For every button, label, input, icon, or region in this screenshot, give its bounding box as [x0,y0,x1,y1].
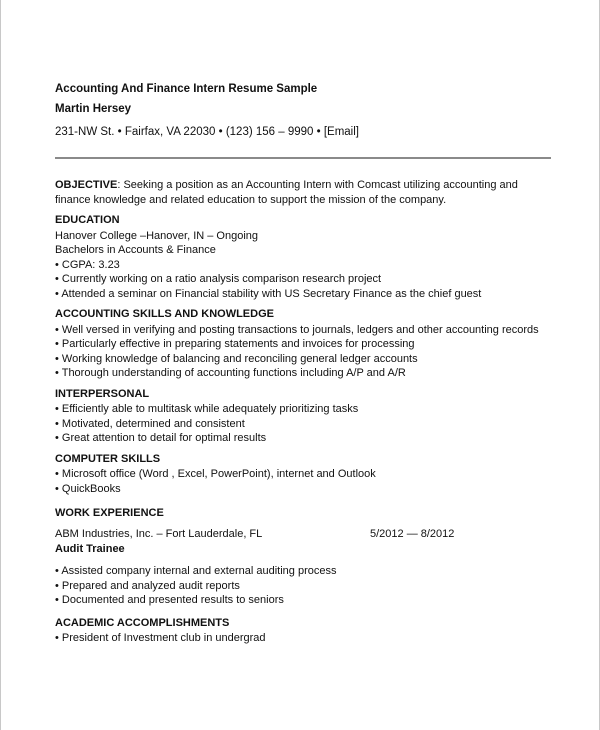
list-item: • Currently working on a ratio analysis comparison research project [55,272,551,287]
education-heading: EDUCATION [55,214,120,226]
computer-skills-section [55,452,551,497]
education-school: Hanover College –Hanover, IN – Ongoing [55,229,259,242]
objective-text: : Seeking a position as an Accounting Intern with Comcast utilizing accounting and finance knowledge and related education to support the mission of the company. [55,179,518,206]
list-item: • Assisted company internal and external auditing process [55,564,551,579]
list-item: • Great attention to detail for optimal results [55,431,551,446]
job-dates: 5/2012 — 8/2012 [370,527,455,540]
candidate-name: Martin Hersey [55,103,132,115]
contact-line: 231-NW St. • Fairfax, VA 22030 • (123) 156 – 9990 • [Email] [55,126,359,138]
interpersonal-heading: INTERPERSONAL [55,387,150,400]
list-item: • CGPA: 3.23 [55,258,551,273]
academic-heading: ACADEMIC ACCOMPLISHMENTS [55,616,230,629]
job-title: Audit Trainee [55,542,125,555]
list-item: • Particularly effective in preparing statements and invoices for processing [55,337,551,352]
resume-body [55,178,551,652]
interpersonal-section [55,387,551,446]
list-item: • Thorough understanding of accounting functions including A/P and A/R [55,366,551,381]
list-item: • Documented and presented results to seniors [55,593,551,608]
list-item: • President of Investment club in undergrad [55,631,551,646]
list-item: • Working knowledge of balancing and reconciling general ledger accounts [55,352,551,367]
list-item: • Attended a seminar on Financial stability with US Secretary Finance as the chief guest [55,287,551,302]
accounting-skills-section [55,307,551,381]
list-item: • Prepared and analyzed audit reports [55,579,551,594]
document-title: Accounting And Finance Intern Resume Sample [55,83,318,95]
job-company: ABM Industries, Inc. – Fort Lauderdale, FL [55,527,263,540]
education-degree: Bachelors in Accounts & Finance [55,244,216,256]
computer-skills-heading: COMPUTER SKILLS [55,452,161,465]
work-experience-heading: WORK EXPERIENCE [55,507,164,519]
list-item: • Well versed in verifying and posting transactions to journals, ledgers and other accounting records [55,323,551,338]
objective-label: OBJECTIVE [55,179,118,191]
education-section [55,213,551,301]
job-row [55,527,551,542]
list-item: • QuickBooks [55,482,551,497]
list-item: • Efficiently able to multitask while adequately prioritizing tasks [55,402,551,417]
work-experience-section [55,506,551,608]
header-divider [55,157,551,159]
objective-section [55,178,551,207]
academic-section [55,616,551,646]
accounting-skills-heading: ACCOUNTING SKILLS AND KNOWLEDGE [55,308,274,320]
list-item: • Microsoft office (Word , Excel, PowerPoint), internet and Outlook [55,467,551,482]
list-item: • Motivated, determined and consistent [55,417,551,432]
